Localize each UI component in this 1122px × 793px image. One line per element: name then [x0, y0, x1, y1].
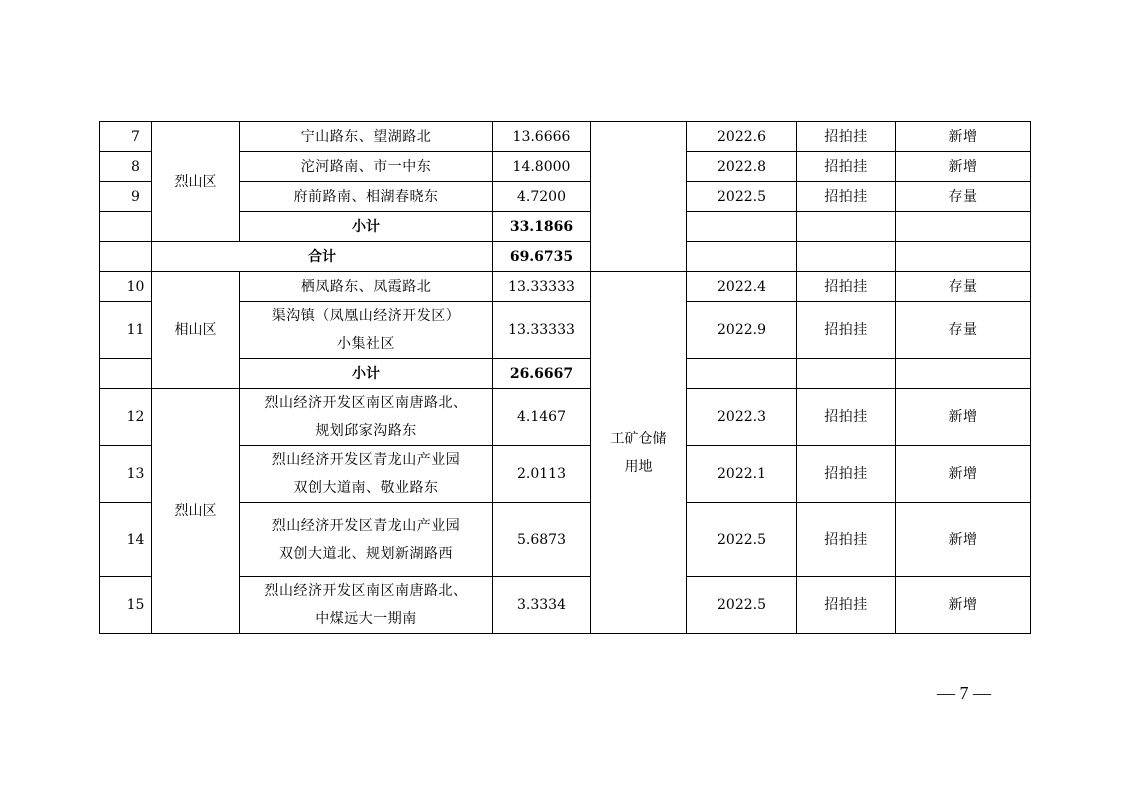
empty-cell	[797, 359, 896, 389]
location-line: 中煤远大一期南	[315, 611, 417, 627]
date-cell: 2022.3	[687, 389, 797, 446]
location-line: 烈山经济开发区青龙山产业园	[271, 517, 461, 534]
empty-cell	[797, 212, 896, 242]
date-cell: 2022.5	[687, 503, 797, 577]
date-cell: 2022.5	[687, 577, 797, 634]
row-number: 9	[100, 182, 152, 212]
location-cell	[240, 302, 493, 359]
table-row	[100, 389, 1031, 446]
district-cell	[152, 272, 240, 389]
date-cell: 2022.9	[687, 302, 797, 359]
status-cell: 存量	[896, 182, 1031, 212]
location-cell	[240, 446, 493, 503]
empty-cell	[100, 359, 152, 389]
location-line: 烈山经济开发区青龙山产业园	[271, 452, 461, 468]
location-line: 规划邱家沟路东	[315, 423, 417, 439]
subtotal-value: 26.6667	[493, 359, 591, 389]
empty-cell	[896, 242, 1031, 272]
location-cell	[240, 389, 493, 446]
district-name: 相山区	[174, 322, 217, 338]
status-cell: 新增	[896, 446, 1031, 503]
district-cell	[152, 122, 240, 242]
location-cell: 宁山路东、望湖路北	[240, 122, 493, 152]
land-use-line: 用地	[624, 458, 653, 475]
table-row	[100, 152, 1031, 182]
location-line: 双创大道北、规划新湖路西	[279, 545, 453, 562]
location-line: 小集社区	[337, 336, 395, 352]
location-cell: 栖凤路东、凤霞路北	[240, 272, 493, 302]
status-cell: 新增	[896, 152, 1031, 182]
empty-cell	[687, 212, 797, 242]
location-cell: 府前路南、相湖春晓东	[240, 182, 493, 212]
table-row	[100, 182, 1031, 212]
area-cell: 13.6666	[493, 122, 591, 152]
empty-cell	[797, 242, 896, 272]
subtotal-label: 小计	[240, 359, 493, 389]
subtotal-value: 33.1866	[493, 212, 591, 242]
location-line: 烈山经济开发区南区南唐路北、	[264, 583, 468, 599]
status-cell: 存量	[896, 272, 1031, 302]
row-number: 10	[100, 272, 152, 302]
location-line: 烈山经济开发区南区南唐路北、	[264, 395, 468, 411]
page-number: — 7 —	[937, 683, 991, 703]
district-name: 烈山区	[174, 173, 217, 190]
land-use-empty-cell	[591, 122, 687, 272]
district-cell	[152, 389, 240, 634]
area-cell: 2.0113	[493, 446, 591, 503]
empty-cell	[100, 242, 152, 272]
total-label: 合计	[152, 242, 493, 272]
total-value: 69.6735	[493, 242, 591, 272]
location-cell	[240, 577, 493, 634]
table-row	[100, 503, 1031, 577]
row-number: 13	[100, 446, 152, 503]
area-cell: 5.6873	[493, 503, 591, 577]
date-cell: 2022.6	[687, 122, 797, 152]
status-cell: 存量	[896, 302, 1031, 359]
row-number: 14	[100, 503, 152, 577]
table-row	[100, 122, 1031, 152]
method-cell: 招拍挂	[797, 152, 896, 182]
empty-cell	[896, 359, 1031, 389]
location-line: 渠沟镇（凤凰山经济开发区）	[271, 308, 461, 324]
empty-cell	[896, 212, 1031, 242]
status-cell: 新增	[896, 503, 1031, 577]
district-name: 烈山区	[174, 503, 217, 519]
area-cell: 4.7200	[493, 182, 591, 212]
location-line: 双创大道南、敬业路东	[293, 480, 439, 496]
method-cell: 招拍挂	[797, 389, 896, 446]
method-cell: 招拍挂	[797, 446, 896, 503]
area-cell: 14.8000	[493, 152, 591, 182]
land-supply-table	[99, 121, 1031, 634]
area-cell: 4.1467	[493, 389, 591, 446]
land-use-cell	[591, 272, 687, 634]
method-cell: 招拍挂	[797, 182, 896, 212]
total-row	[100, 242, 1031, 272]
empty-cell	[687, 359, 797, 389]
status-cell: 新增	[896, 122, 1031, 152]
table-row	[100, 577, 1031, 634]
table-row	[100, 272, 1031, 302]
subtotal-label: 小计	[240, 212, 493, 242]
land-use-line: 工矿仓储	[610, 430, 667, 447]
empty-cell	[687, 242, 797, 272]
row-number: 8	[100, 152, 152, 182]
row-number: 7	[100, 122, 152, 152]
table-row	[100, 446, 1031, 503]
status-cell: 新增	[896, 577, 1031, 634]
empty-cell	[100, 212, 152, 242]
method-cell: 招拍挂	[797, 122, 896, 152]
status-cell: 新增	[896, 389, 1031, 446]
subtotal-row	[100, 212, 1031, 242]
row-number: 11	[100, 302, 152, 359]
method-cell: 招拍挂	[797, 272, 896, 302]
date-cell: 2022.8	[687, 152, 797, 182]
area-cell: 13.33333	[493, 302, 591, 359]
row-number: 12	[100, 389, 152, 446]
date-cell: 2022.5	[687, 182, 797, 212]
area-cell: 3.3334	[493, 577, 591, 634]
method-cell: 招拍挂	[797, 577, 896, 634]
date-cell: 2022.1	[687, 446, 797, 503]
method-cell: 招拍挂	[797, 302, 896, 359]
area-cell: 13.33333	[493, 272, 591, 302]
method-cell: 招拍挂	[797, 503, 896, 577]
row-number: 15	[100, 577, 152, 634]
table-row	[100, 302, 1031, 359]
location-cell: 沱河路南、市一中东	[240, 152, 493, 182]
location-cell	[240, 503, 493, 577]
date-cell: 2022.4	[687, 272, 797, 302]
subtotal-row	[100, 359, 1031, 389]
